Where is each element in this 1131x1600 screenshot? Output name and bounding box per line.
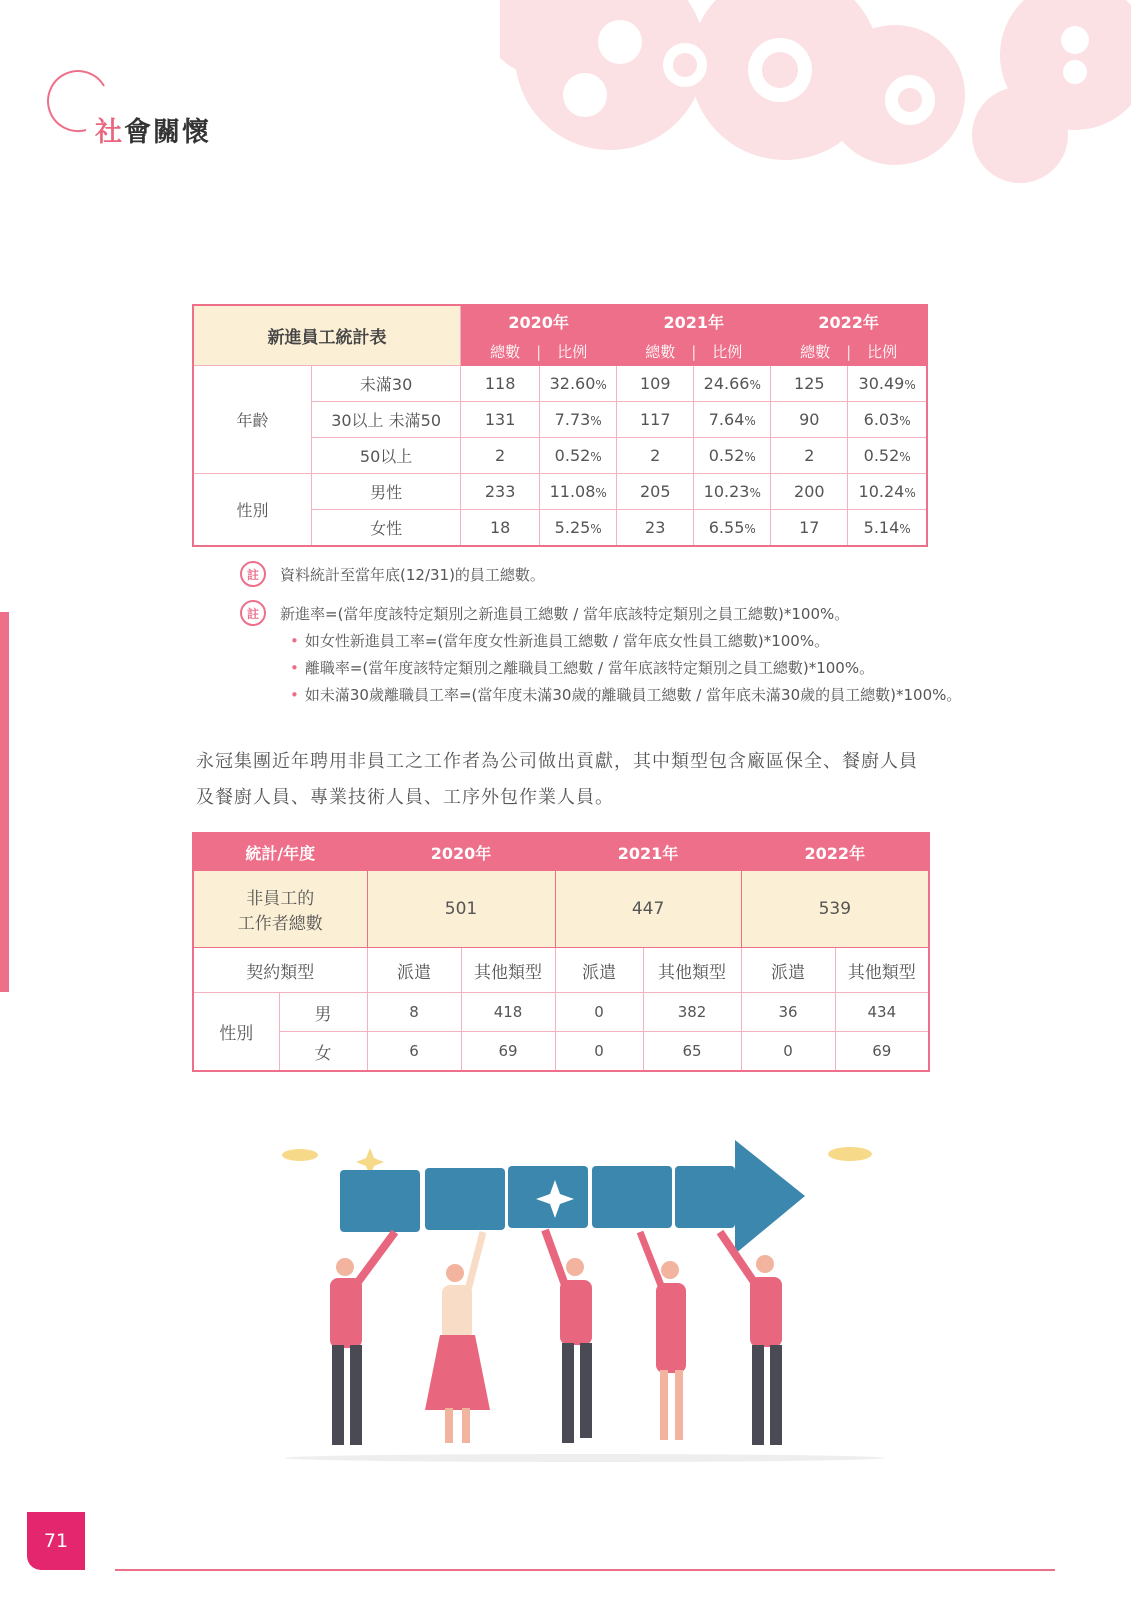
cell: 24.66% bbox=[694, 366, 771, 402]
row-label: 男 bbox=[279, 993, 367, 1032]
cell: 69 bbox=[835, 1032, 929, 1072]
subheader: 總數 | 比例 bbox=[617, 337, 771, 366]
non-employee-table bbox=[192, 832, 930, 1072]
row-label: 50以上 bbox=[312, 438, 461, 474]
row-label: 30以上 未滿50 bbox=[312, 402, 461, 438]
total-label: 非員工的 工作者總數 bbox=[193, 871, 367, 948]
note-text: 資料統計至當年底(12/31)的員工總數。 bbox=[280, 565, 545, 584]
cell: 65 bbox=[643, 1032, 741, 1072]
note-bullet: • 離職率=(當年度該特定類別之離職員工總數 / 當年底該特定類別之員工總數)*100%。 bbox=[290, 657, 874, 678]
note-bullet: • 如未滿30歲離職員工率=(當年度未滿30歲的離職員工總數 / 當年底未滿30歲的員工總數)*100%。 bbox=[290, 684, 961, 705]
person-3 bbox=[545, 1230, 592, 1443]
cell: 派遣 bbox=[741, 948, 835, 993]
cell: 7.73% bbox=[540, 402, 617, 438]
row-label: 男性 bbox=[312, 474, 461, 510]
table-row bbox=[193, 474, 927, 510]
row-label: 女性 bbox=[312, 510, 461, 547]
total-value: 539 bbox=[741, 871, 929, 948]
cell: 派遣 bbox=[367, 948, 461, 993]
cell: 117 bbox=[617, 402, 694, 438]
year-header: 2020年 bbox=[461, 305, 617, 337]
total-value: 501 bbox=[367, 871, 555, 948]
person-2 bbox=[425, 1232, 490, 1443]
group-label: 性別 bbox=[193, 474, 312, 547]
total-value: 447 bbox=[555, 871, 741, 948]
cell: 11.08% bbox=[540, 474, 617, 510]
note-bullet: • 如女性新進員工率=(當年度女性新進員工總數 / 當年底女性員工總數)*100%。 bbox=[290, 630, 829, 651]
cell: 6 bbox=[367, 1032, 461, 1072]
page-number: 71 bbox=[27, 1512, 85, 1570]
note-2 bbox=[240, 600, 849, 626]
body-paragraph bbox=[196, 744, 936, 816]
teamwork-illustration bbox=[270, 1140, 900, 1480]
cell: 派遣 bbox=[555, 948, 643, 993]
table-row bbox=[193, 993, 929, 1032]
subheader: 總數 | 比例 bbox=[461, 337, 617, 366]
cell: 32.60% bbox=[540, 366, 617, 402]
cell: 109 bbox=[617, 366, 694, 402]
cell: 30.49% bbox=[848, 366, 927, 402]
table-row bbox=[193, 1032, 929, 1072]
paragraph-line: 永冠集團近年聘用非員工之工作者為公司做出貢獻，其中類型包含廠區保全、餐廚人員 bbox=[196, 751, 918, 772]
cell: 131 bbox=[461, 402, 540, 438]
cell: 其他類型 bbox=[643, 948, 741, 993]
cell: 2 bbox=[617, 438, 694, 474]
cell: 90 bbox=[771, 402, 848, 438]
year-header: 2021年 bbox=[617, 305, 771, 337]
group-label: 年齡 bbox=[193, 366, 312, 474]
cell: 17 bbox=[771, 510, 848, 547]
cell: 434 bbox=[835, 993, 929, 1032]
cell: 200 bbox=[771, 474, 848, 510]
note-badge: 註 bbox=[240, 600, 266, 626]
table-row bbox=[193, 948, 929, 993]
year-header: 2021年 bbox=[555, 833, 741, 871]
cell: 0.52% bbox=[848, 438, 927, 474]
subheader: 總數 | 比例 bbox=[771, 337, 927, 366]
new-employee-table bbox=[192, 304, 928, 547]
cell: 6.55% bbox=[694, 510, 771, 547]
cell: 0.52% bbox=[694, 438, 771, 474]
person-1 bbox=[330, 1232, 395, 1445]
table-title: 新進員工統計表 bbox=[193, 305, 461, 366]
cell: 7.64% bbox=[694, 402, 771, 438]
cell: 2 bbox=[771, 438, 848, 474]
cell: 418 bbox=[461, 993, 555, 1032]
row-label: 女 bbox=[279, 1032, 367, 1072]
cell: 233 bbox=[461, 474, 540, 510]
cell: 8 bbox=[367, 993, 461, 1032]
person-5 bbox=[720, 1232, 782, 1445]
group-label: 性別 bbox=[193, 993, 279, 1072]
cell: 2 bbox=[461, 438, 540, 474]
side-accent-bar bbox=[0, 612, 9, 992]
year-header: 2022年 bbox=[741, 833, 929, 871]
cell: 118 bbox=[461, 366, 540, 402]
person-4 bbox=[640, 1232, 686, 1440]
cell: 5.25% bbox=[540, 510, 617, 547]
cell: 23 bbox=[617, 510, 694, 547]
note-badge: 註 bbox=[240, 561, 266, 587]
note-1 bbox=[240, 561, 545, 587]
table-row bbox=[193, 366, 927, 402]
contract-type-label: 契約類型 bbox=[193, 948, 367, 993]
cell: 其他類型 bbox=[461, 948, 555, 993]
note-text: 新進率=(當年度該特定類別之新進員工總數 / 當年底該特定類別之員工總數)*100%。 bbox=[280, 604, 850, 623]
cell: 0.52% bbox=[540, 438, 617, 474]
cell: 5.14% bbox=[848, 510, 927, 547]
cell: 10.24% bbox=[848, 474, 927, 510]
year-header: 2020年 bbox=[367, 833, 555, 871]
paragraph-line: 及餐廚人員、專業技術人員、工序外包作業人員。 bbox=[196, 787, 614, 808]
gears-decoration bbox=[500, 0, 1131, 200]
row-label: 未滿30 bbox=[312, 366, 461, 402]
footer-divider bbox=[115, 1569, 1055, 1571]
cell: 382 bbox=[643, 993, 741, 1032]
year-header: 2022年 bbox=[771, 305, 927, 337]
cell: 205 bbox=[617, 474, 694, 510]
cell: 6.03% bbox=[848, 402, 927, 438]
cell: 69 bbox=[461, 1032, 555, 1072]
cell: 其他類型 bbox=[835, 948, 929, 993]
cell: 18 bbox=[461, 510, 540, 547]
cell: 10.23% bbox=[694, 474, 771, 510]
cell: 125 bbox=[771, 366, 848, 402]
cell: 0 bbox=[555, 1032, 643, 1072]
cell: 0 bbox=[555, 993, 643, 1032]
section-title: 社會關懷 bbox=[95, 117, 211, 148]
stats-year-header: 統計/年度 bbox=[193, 833, 367, 871]
cell: 0 bbox=[741, 1032, 835, 1072]
cell: 36 bbox=[741, 993, 835, 1032]
